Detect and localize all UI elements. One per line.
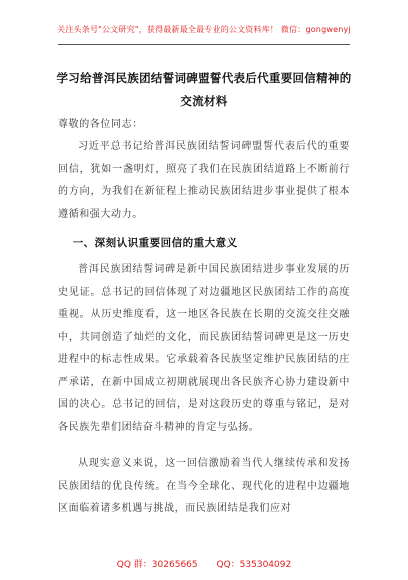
document-title-line-2: 交流材料: [180, 94, 228, 108]
document-title-line-1: 学习给普洱民族团结誓词碑盟誓代表后代重要回信精神的: [56, 71, 352, 85]
header-banner: 关注头条号"公文研究"，获得最新最全最专业的公文资料库！ 微信：gongwenyj: [57, 25, 351, 34]
footer-contact: [0, 557, 408, 570]
footer-qq-group: QQ 群：30265665: [116, 560, 198, 570]
section-heading: 一、深刻认识重要回信的重大意义: [72, 237, 238, 249]
intro-paragraph: 习近平总书记给普洱民族团结誓词碑盟誓代表后代的重要回信，犹如一盏明灯，照亮了我们在民族团结道路上不断前行的方向，为我们在新征程上推动民族团结进步事业提供了根本遵循和强大动力。: [58, 141, 350, 220]
salutation: 尊敬的各位同志：: [58, 119, 143, 130]
body-paragraph: 普洱民族团结誓词碑是新中国民族团结进步事业发展的历史见证。总书记的回信体现了对边疆地区民族团结工作的高度重视。从历史维度看，这一地区各民族在长期的交流交往交融中，共同创造了灿烂的文化，而民族团结誓词碑更是这一历史进程中的标志性成果。它承载着各民族坚定维护民族团结的庄严承诺，在新中国成立初期就展现出各民族齐心协力建设新中国的决心。总书记的回信，是对这段历史的尊重与铭记，是对各民族先辈们团结奋斗精神的肯定与弘扬。: [58, 264, 350, 433]
footer-qq-number: QQ：535304092: [216, 560, 292, 570]
header-divider: [58, 44, 350, 45]
body-paragraph-continued: 从现实意义来说，这一回信激励着当代人继续传承和发扬民族团结的优良传统。在当今全球化、现代化的进程中边疆地区面临着诸多机遇与挑战，而民族团结是我们应对: [58, 458, 350, 514]
